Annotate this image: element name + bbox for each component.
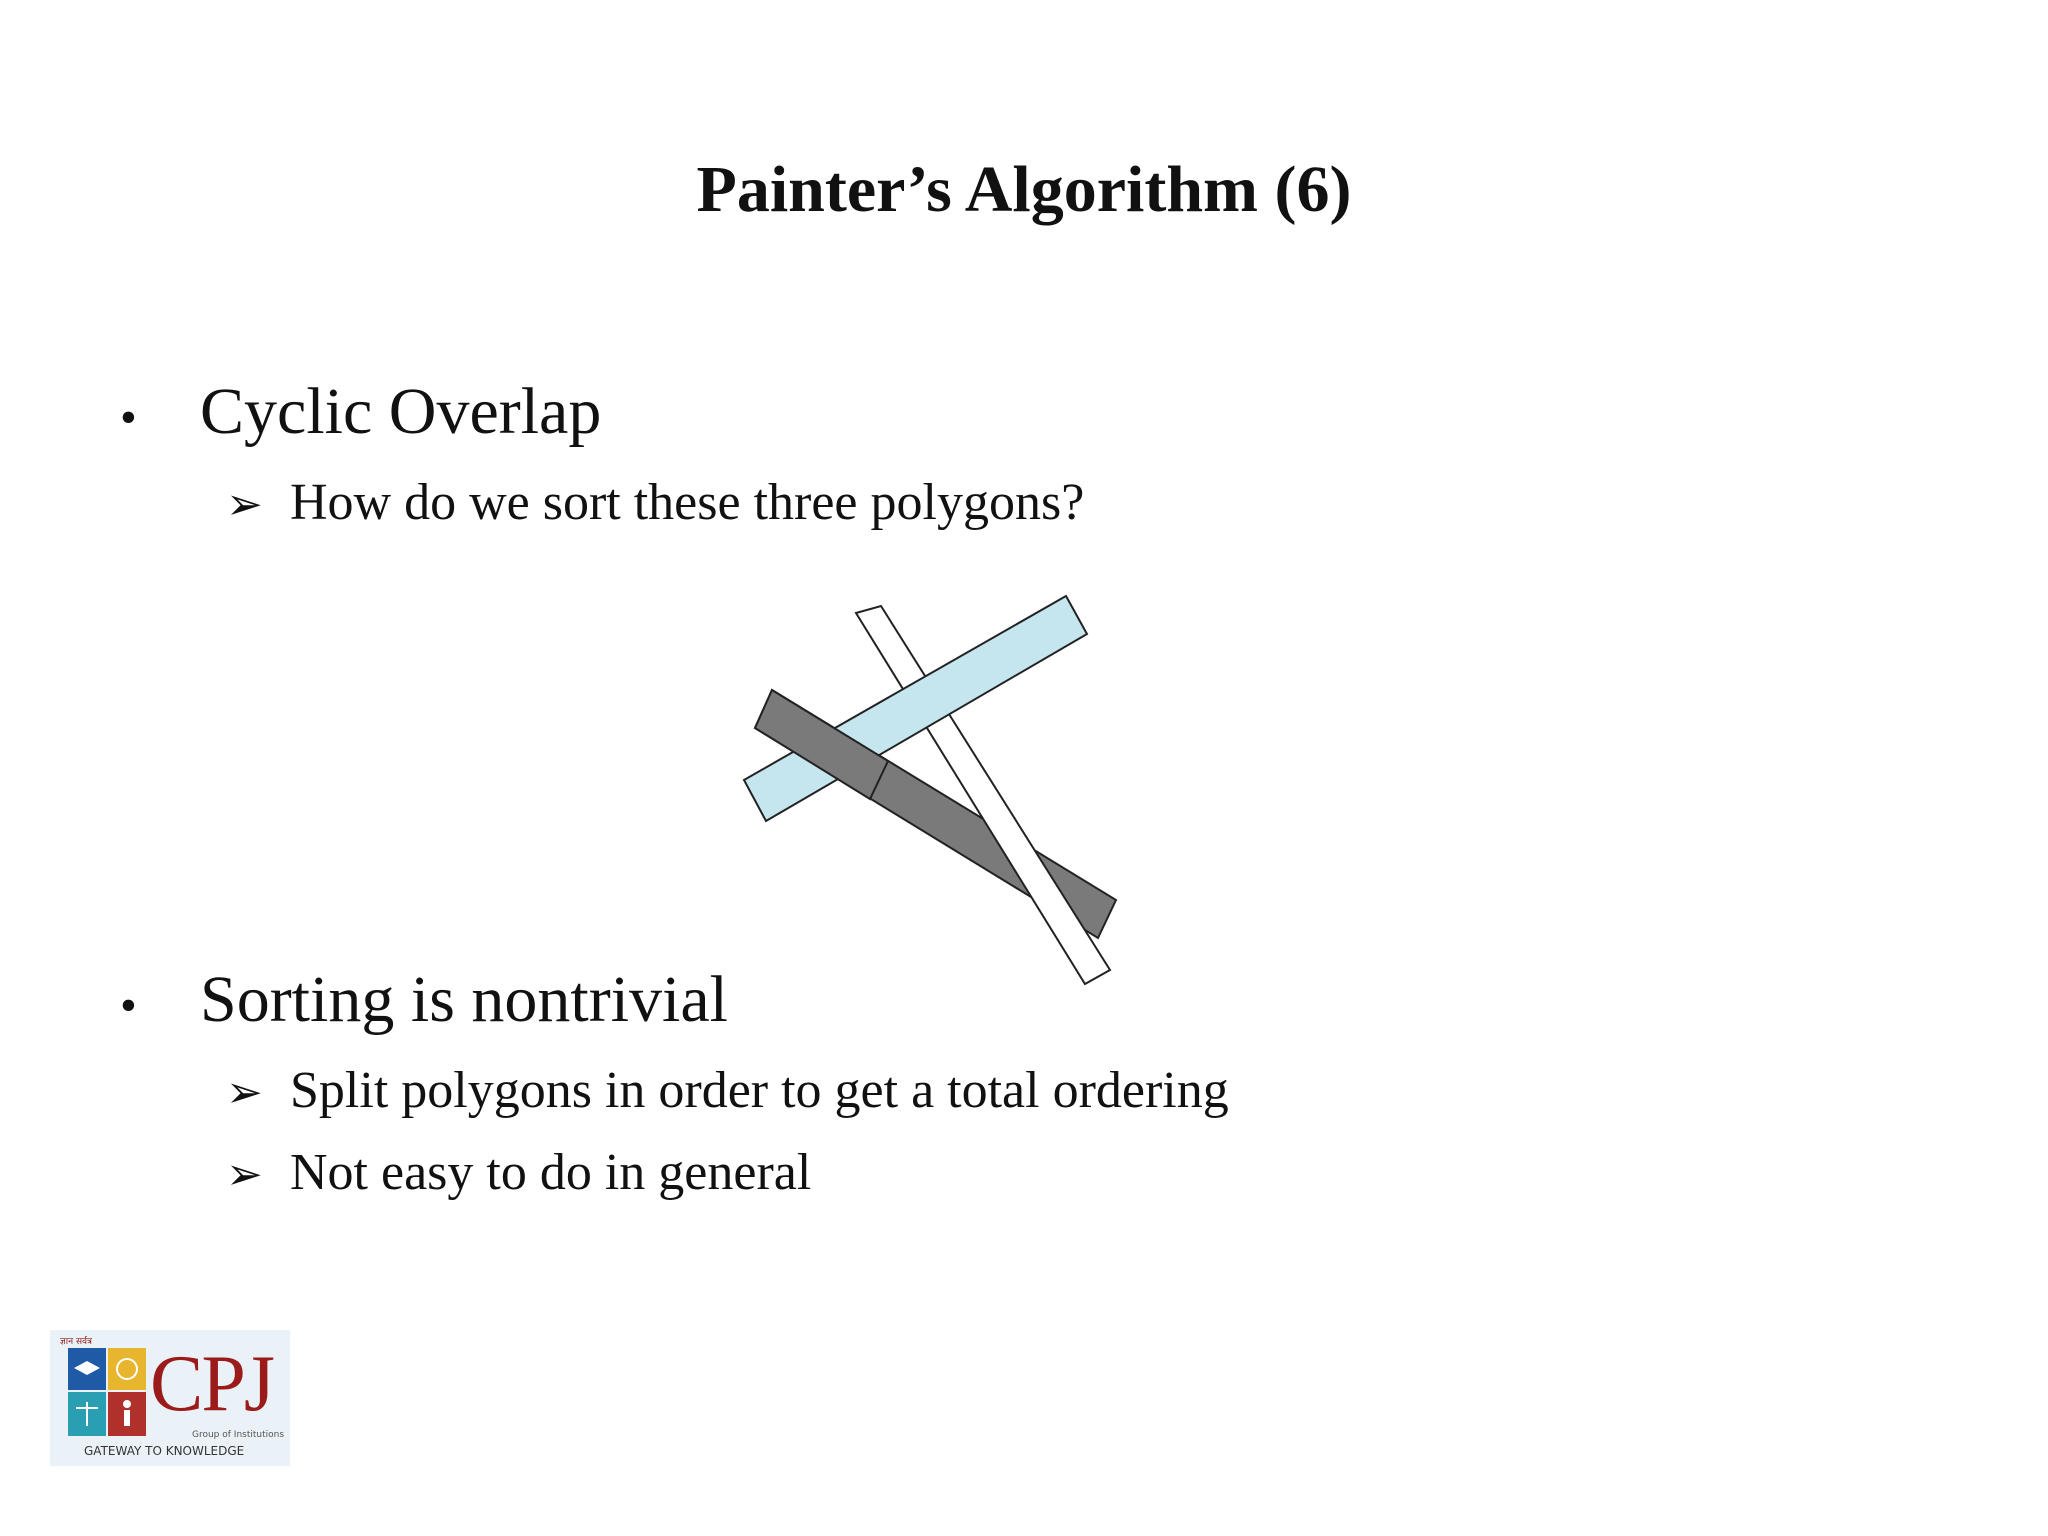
bullet-cyclic-overlap bbox=[120, 372, 601, 458]
subitem-split-polygons bbox=[226, 1058, 1229, 1126]
bullet-sorting-nontrivial bbox=[120, 960, 728, 1046]
cpj-logo bbox=[50, 1330, 290, 1466]
bullet-text: Cyclic Overlap bbox=[200, 375, 602, 448]
arrow-bullet-icon: ➢ bbox=[226, 1067, 263, 1118]
logo-group-text: Group of Institutions bbox=[192, 1430, 285, 1440]
logo-tagline: ज्ञान सर्वत्र bbox=[60, 1337, 93, 1347]
arrow-bullet-icon: ➢ bbox=[226, 479, 263, 530]
slide-title: Painter’s Algorithm (6) bbox=[696, 153, 1352, 226]
subitem-sort-polygons bbox=[226, 470, 1084, 538]
bullet-text: Sorting is nontrivial bbox=[200, 963, 728, 1036]
arrow-bullet-icon: ➢ bbox=[226, 1149, 263, 1200]
subitem-text: How do we sort these three polygons? bbox=[290, 474, 1085, 531]
logo-brand: CPJ bbox=[150, 1340, 273, 1428]
bullet-marker: • bbox=[120, 391, 137, 444]
logo-motto: GATEWAY TO KNOWLEDGE bbox=[84, 1444, 245, 1458]
subitem-not-easy bbox=[226, 1140, 811, 1208]
subitem-text: Not easy to do in general bbox=[290, 1144, 812, 1201]
shield-icon bbox=[66, 1346, 148, 1440]
bullet-marker: • bbox=[120, 979, 137, 1032]
subitem-text: Split polygons in order to get a total ordering bbox=[290, 1062, 1229, 1119]
cyclic-overlap-figure bbox=[730, 590, 1150, 1010]
